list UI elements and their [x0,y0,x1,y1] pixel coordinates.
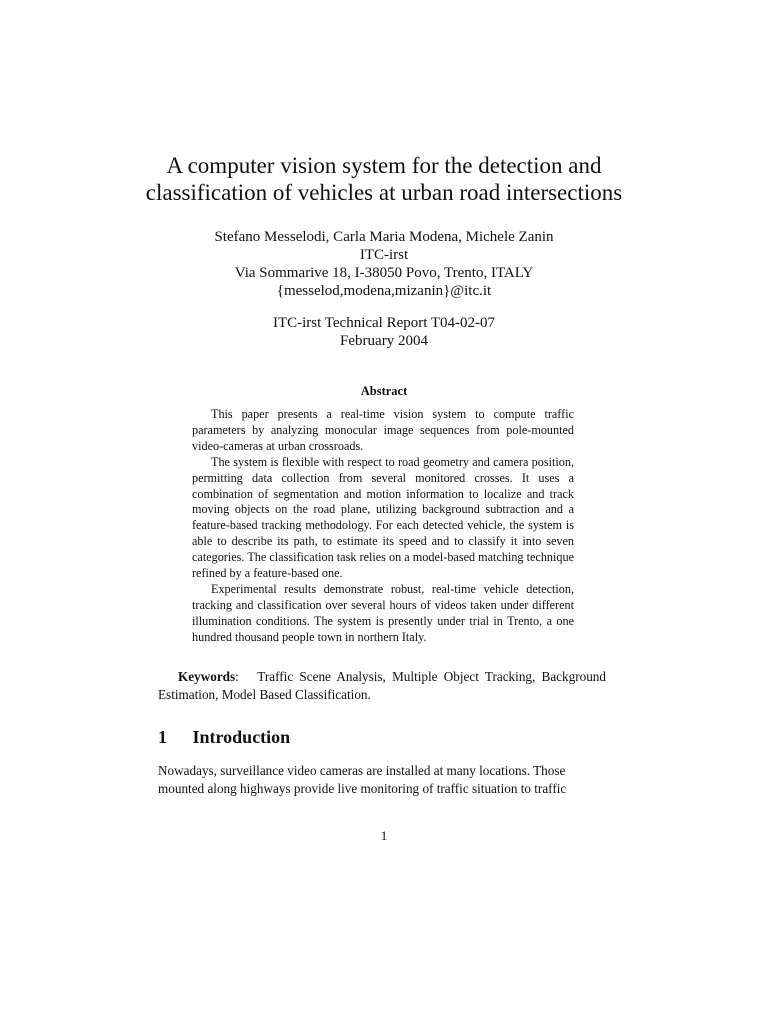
intro-paragraph [158,762,608,797]
paper-title [120,152,648,206]
intro-line-2: mounted along highways provide live monitoring of traffic situation to traffic [158,780,567,796]
report-number: ITC-irst Technical Report T04-02-07 [272,315,496,331]
abstract-body [192,407,574,646]
keywords-label: Keywords [178,669,236,684]
report-date: February 2004 [340,333,428,349]
email: {messelod,modena,mizanin}@itc.it [276,283,492,299]
section-heading [158,726,290,748]
address: Via Sommarive 18, I-38050 Povo, Trento, ITALY [234,265,534,281]
section-title: Introduction [192,727,291,747]
keywords-text: Traffic Scene Analysis, Multiple Object Tracking, Background Estimation, Model Based Classification. [158,669,606,702]
abstract-heading: Abstract [360,384,408,398]
title-line-1: A computer vision system for the detection and [166,153,602,178]
abstract-paragraph-1: This paper presents a real-time vision system to compute traffic parameters by analyzing monocular image sequences from pole-mounted video-cameras at urban crossroads. [192,407,574,453]
affiliation: ITC-irst [359,247,409,263]
abstract-paragraph-2: The system is flexible with respect to road geometry and camera position, permitting data collection from several monitored crosses. It uses a combination of segmentation and motion information to localize and track moving objects on the road plane, utilizing background subtraction and a feature-based tracking methodology. For each detected vehicle, the system is able to describe its path, to estimate its speed and to classify it into seven categories. The classification task relies on a model-based matching technique refined by a feature-based one. [192,454,574,581]
intro-line-1: Nowadays, surveillance video cameras are installed at many locations. Those [158,763,566,778]
authors: Stefano Messelodi, Carla Maria Modena, Michele Zanin [214,229,554,245]
page-number: 1 [380,828,388,843]
section-number: 1 [158,727,167,747]
abstract-paragraph-3: Experimental results demonstrate robust, real-time vehicle detection, tracking and classification over several hours of videos taken under different illumination conditions. The system is presently under trial in Trento, a one hundred thousand people town in northern Italy. [192,581,574,644]
keywords-block: Keywords: Traffic Scene Analysis, Multiple Object Tracking, Background Estimation, Model Based Classification. [158,669,606,702]
title-line-2: classification of vehicles at urban road intersections [145,180,623,205]
